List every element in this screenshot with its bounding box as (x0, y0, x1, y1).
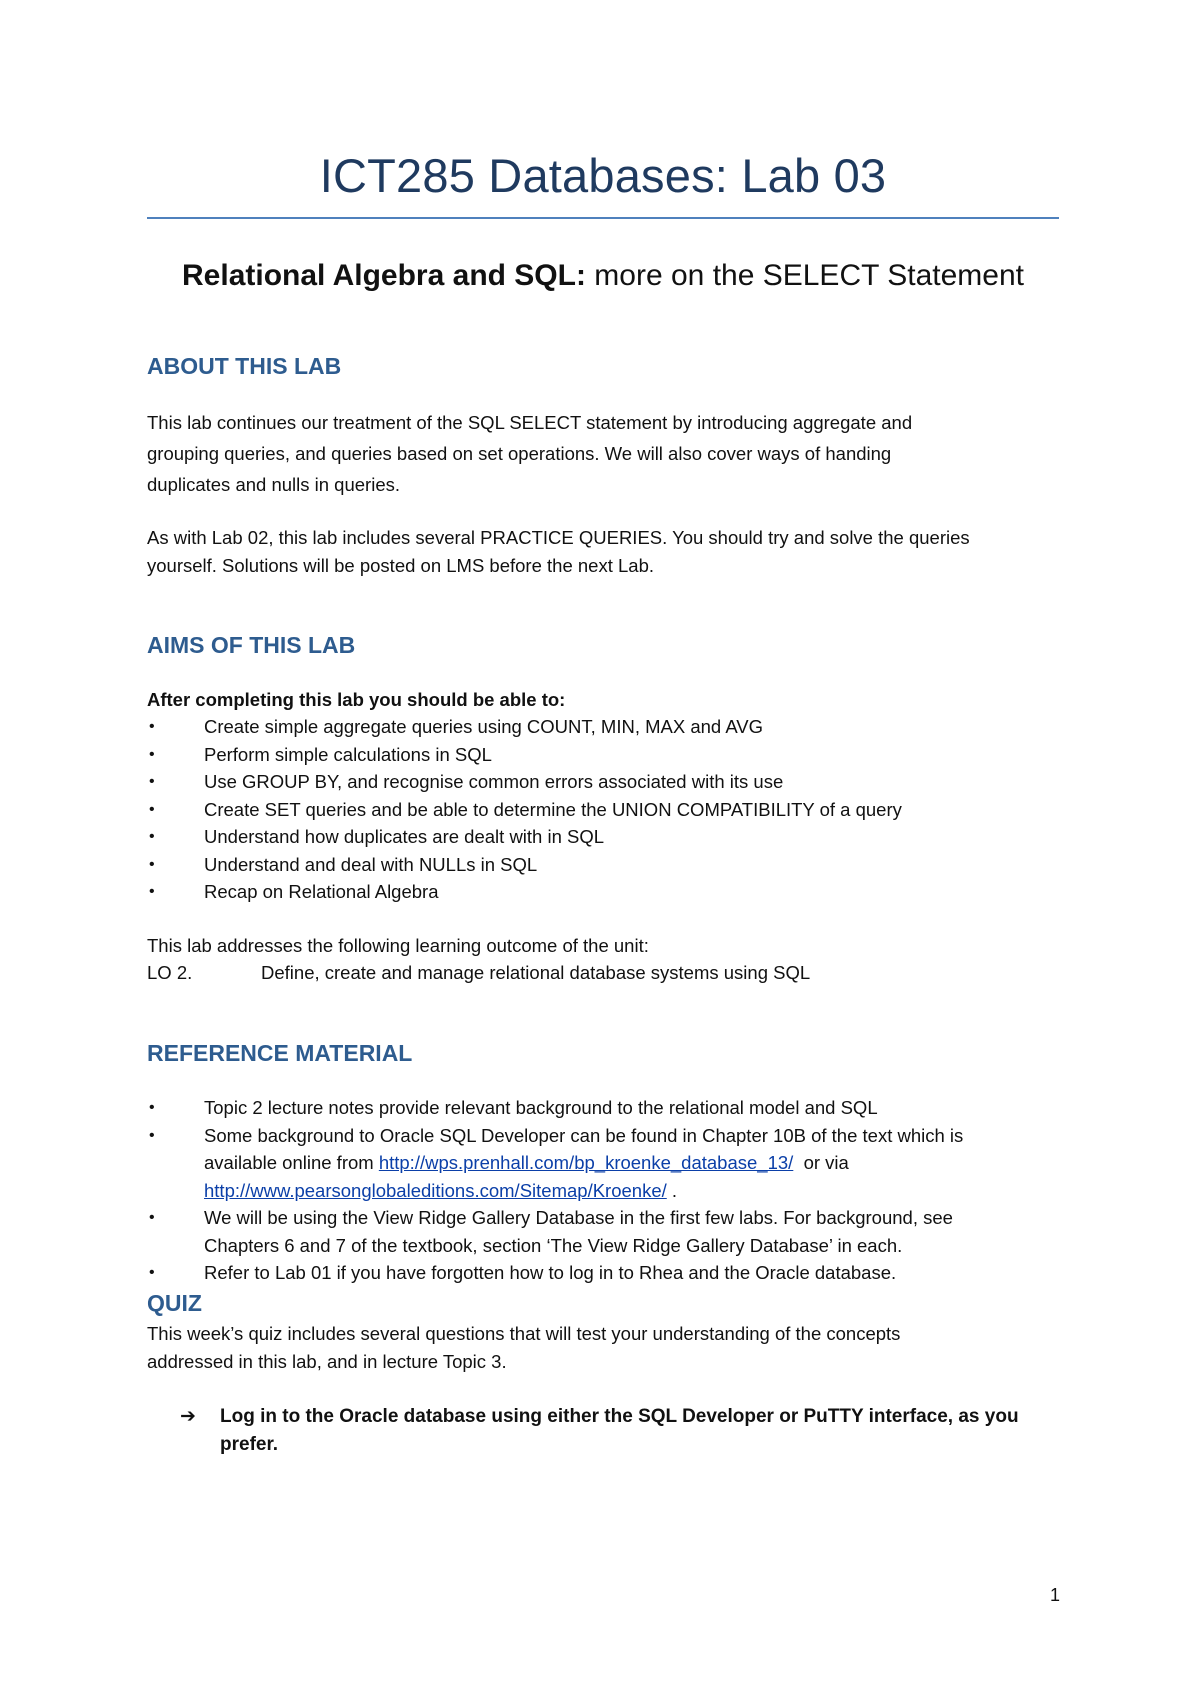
bullet-icon: • (149, 718, 155, 735)
about-heading: ABOUT THIS LAB (147, 353, 342, 379)
aims-item: • Recap on Relational Algebra (147, 878, 1047, 906)
subtitle-rest: more on the SELECT Statement (585, 259, 1024, 292)
title-divider (147, 217, 1059, 219)
pearson-link[interactable]: http://www.pearsonglobaleditions.com/Sitemap/Kroenke/ (204, 1179, 667, 1201)
reference-heading: REFERENCE MATERIAL (147, 1040, 413, 1066)
about-p2-line-2: yourself. Solutions will be posted on LMS before the next Lab. (147, 555, 654, 576)
about-p1-line-1: This lab continues our treatment of the SQL SELECT statement by introducing aggregate and (147, 412, 913, 433)
aims-heading: AIMS OF THIS LAB (147, 632, 356, 658)
reference-list (147, 1094, 1047, 1287)
aims-item: • Perform simple calculations in SQL (147, 741, 1047, 769)
learning-outcome-text: Define, create and manage relational database systems using SQL (261, 962, 811, 983)
bullet-icon: • (149, 800, 155, 818)
bullet-icon: • (149, 828, 155, 845)
prenhall-link[interactable]: http://wps.prenhall.com/bp_kroenke_database_13/ (378, 1152, 794, 1173)
outcome-intro: This lab addresses the following learning outcome of the unit: (147, 935, 649, 956)
aims-item: • Create SET queries and be able to determine the UNION COMPATIBILITY of a query (147, 796, 1047, 824)
quiz-line-2: addressed in this lab, and in lecture Topic 3. (147, 1351, 507, 1372)
bullet-icon: • (149, 883, 155, 900)
subtitle (147, 259, 1059, 293)
about-p2-line-1: As with Lab 02, this lab includes several PRACTICE QUERIES. You should try and solve the queries (147, 527, 970, 548)
about-paragraph-1 (147, 407, 1047, 500)
reference-item: • Topic 2 lecture notes provide relevant background to the relational model and SQL (147, 1094, 1047, 1122)
quiz-line-1: This week’s quiz includes several questions that will test your understanding of the concepts (147, 1323, 901, 1344)
about-paragraph-2 (147, 524, 1047, 580)
quiz-paragraph (147, 1320, 1047, 1376)
aims-item: • Use GROUP BY, and recognise common errors associated with its use (147, 768, 1047, 796)
aims-item: • Understand and deal with NULLs in SQL (147, 851, 1047, 879)
about-p1-line-2: grouping queries, and queries based on set operations. We will also cover ways of handing (147, 443, 892, 464)
about-p1-line-3: duplicates and nulls in queries. (147, 474, 400, 495)
reference-item: • Refer to Lab 01 if you have forgotten how to log in to Rhea and the Oracle database. (147, 1259, 1047, 1287)
reference-item: • We will be using the View Ridge Gallery Database in the first few labs. For background, see Chapters 6 and 7 of the textbook, section ‘The View Ridge Gallery Database’ in each. (147, 1204, 1047, 1259)
bullet-icon: • (149, 1209, 155, 1226)
login-instruction-line-1: Log in to the Oracle database using either the SQL Developer or PuTTY interface, as you (220, 1406, 1019, 1427)
quiz-heading: QUIZ (147, 1290, 202, 1316)
bullet-icon: • (149, 773, 155, 790)
aims-item: • Create simple aggregate queries using COUNT, MIN, MAX and AVG (147, 713, 1047, 741)
bullet-icon: • (149, 1264, 155, 1281)
aims-list (147, 713, 1047, 906)
login-instruction (180, 1403, 1040, 1459)
learning-outcome-code: LO 2. (147, 962, 193, 983)
bullet-icon: • (149, 745, 155, 763)
page-number: 1 (1050, 1585, 1061, 1605)
reference-item: • Some background to Oracle SQL Developer can be found in Chapter 10B of the text which is available online from http://wps.prenhall.com/bp_kroenke_database_13/ or via http://www.pearsonglobaleditions.com/Sitemap/Kroenke/ . (147, 1122, 1047, 1205)
aims-intro: After completing this lab you should be able to: (147, 689, 566, 710)
arrow-right-icon: ➔ (180, 1406, 196, 1427)
login-instruction-line-2: prefer. (220, 1434, 279, 1455)
bullet-icon: • (149, 1126, 155, 1144)
bullet-icon: • (149, 855, 155, 873)
aims-item: • Understand how duplicates are dealt with in SQL (147, 823, 1047, 851)
bullet-icon: • (149, 1099, 155, 1116)
page-title: ICT285 Databases: Lab 03 (319, 149, 887, 202)
subtitle-bold: Relational Algebra and SQL: (182, 259, 586, 292)
